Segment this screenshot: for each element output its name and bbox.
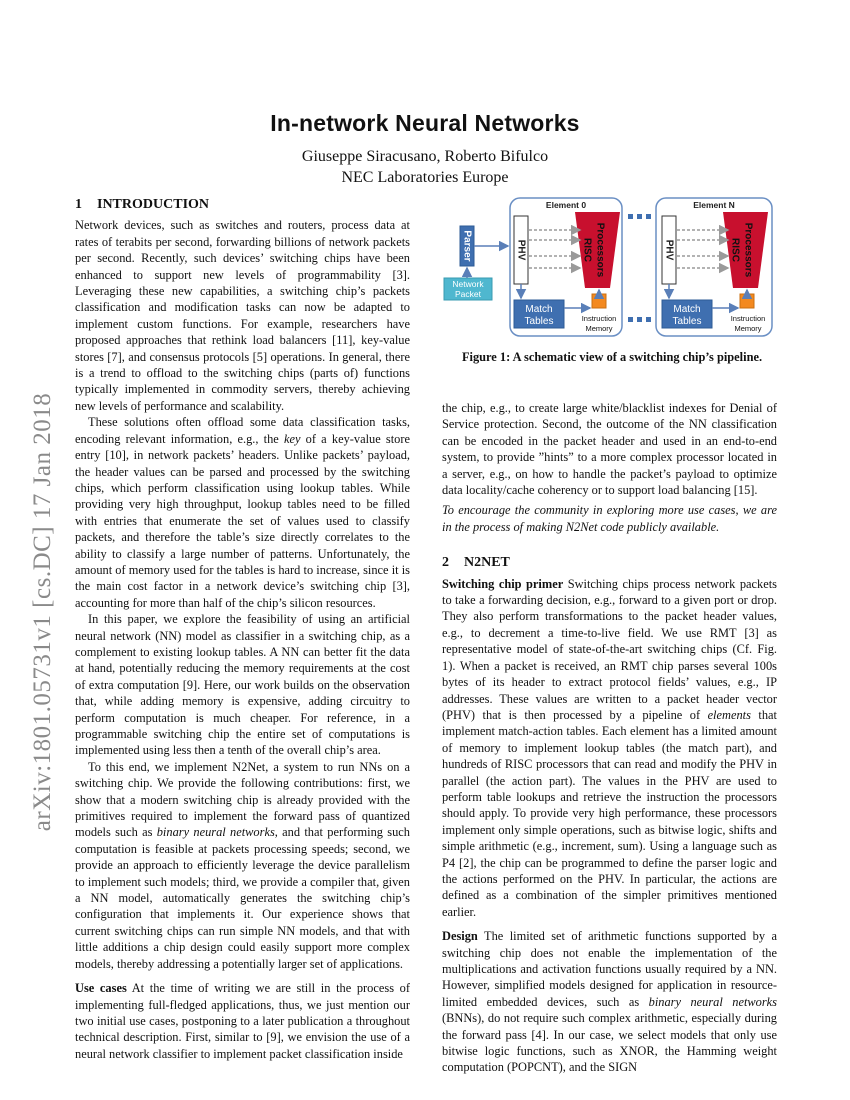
- right-paragraph-2: To encourage the community in exploring more use cases, we are in the process of making N2Net code publicly available.: [442, 503, 777, 534]
- switching-pipeline-diagram: [442, 190, 782, 340]
- paper-authors: Giuseppe Siracusano, Roberto Bifulco: [301, 148, 549, 165]
- element-n-phv-label: PHV: [663, 239, 675, 261]
- packet-label-line1: Network: [452, 279, 484, 289]
- section-2-heading: [442, 555, 777, 571]
- element-n-phv-arrows: [677, 230, 728, 268]
- design-lead: Design: [442, 929, 478, 944]
- paper-affiliation: NEC Laboratories Europe: [341, 169, 509, 186]
- section-1-number: 1: [75, 197, 82, 212]
- parser-label: Parser: [461, 230, 473, 262]
- element-0-instr-line1: Instruction: [581, 314, 617, 323]
- element-n-title: Element N: [693, 200, 735, 210]
- packet-label-line2: Packet: [455, 289, 481, 299]
- section-2-number: 2: [442, 555, 449, 571]
- element-0-instr-line2: Memory: [585, 324, 613, 333]
- element-0-title: Element 0: [545, 200, 587, 210]
- intro-paragraph-1: Network devices, such as switches and routers, process data at rates of terabits per second, forwarding billions of network packets per second. Recently, such devices’ switching chips have been enhanced to support new levels of programmability [3]. Leveraging these new capabilities, a switching chip’s packets classification and modification tasks can now be adapted to implement custom functions. For example, researchers have proposed approaches that rethink load balancers [11], key-value stores [7], and consensus protocols [5] operations. In general, there is a trend to offload to the switching chips (parts of) functions typically implemented in commodity servers, thereby achieving new levels of performance and scalability.: [75, 218, 410, 413]
- design-paragraph: Design The limited set of arithmetic functions supported by a switching chip does not enable the implementation of the multiplications and activation functions usually required by a NN. However, simplified models designed for application in resource-limited embedded devices, such as binary neural networks (BNNs), do not require such complex arithmetic, especially during the forward pass [4]. In our case, we select models that only use bitwise logic functions, such as XNOR, the Hamming weight computation (POPCNT), and the SIGN: [442, 929, 777, 1075]
- figure-1-caption: Figure 1: A schematic view of a switching chip’s pipeline.: [461, 350, 763, 364]
- element-n-match-line2: Tables: [672, 316, 702, 327]
- element-0-phv-label: PHV: [515, 239, 527, 261]
- element-0-risc-line1: RISC: [581, 238, 593, 262]
- right-paragraph-1: the chip, e.g., to create large white/blacklist indexes for Denial of Service protection. Second, the outcome of the NN classification can be encoded in the packet header and used in an end-to-end system, to provide ”hints” to a more complex processor located in a server, e.g., on how to handle the packet’s payload to optimize data locality/cache coherency or to support load balancing [15].: [442, 401, 777, 498]
- element-0-match-line2: Tables: [524, 316, 554, 327]
- element-n-risc-line2: Processors: [742, 222, 754, 278]
- intro-paragraph-3: In this paper, we explore the feasibility of using an artificial neural network (NN) model as classifier in a switching chip, as a complement to existing lookup tables. A NN can better fit the data at hand, potentially reducing the memory requirements at the cost of extra computation [9]. Here, our work builds on the observation that, while adding memory is expensive, adding circuitry to perform computation is much cheaper. For reference, in a programmable switching chip the entire set of computations is implemented using less then a tenth of the overall chip’s area.: [75, 612, 410, 758]
- left-column: [75, 197, 410, 1062]
- element-0-phv-arrows: [529, 230, 580, 268]
- pipeline-ellipsis-top: [628, 214, 651, 219]
- intro-paragraph-2: These solutions often offload some data classification tasks, encoding relevant information, e.g., the key of a key-value store entry [10], in network packets’ headers. Unlike packets’ payload, the header values can be parsed and processed by the switching chips, which perform classification using lookup tables. While providing very high throughput, lookup tables need to be filled with entries that enumerate the set of values used to classify packets, and therefore the table’s size directly correlates to the ability to classify a large number of patterns. Unfortunately, the amount of memory used for the tables is hard to increase, since it is the main cost factor in a network device’s switching chip [3], accounting for more than half of the chip’s silicon resources.: [75, 415, 410, 610]
- element-n-instr-line1: Instruction: [730, 314, 766, 323]
- arxiv-stamp: arXiv:1801.05731v1 [cs.DC] 17 Jan 2018: [29, 392, 56, 832]
- element-n-match-line1: Match: [673, 304, 701, 315]
- element-0-risc-line2: Processors: [594, 222, 606, 278]
- intro-paragraph-4: To this end, we implement N2Net, a system to run NNs on a switching chip. We provide the following contributions: first, we show that a modern switching chip is already provided with the primitives required to implement the forward pass of quantized models such as binary neural networks, and that performing such computation is feasible at packets processing speeds; second, we provide an approach to efficiently leverage the device parallelism to implement such models; third, we provide a compiler that, given a NN model, automatically generates the switching chip’s configuration that implements it. Our experience shows that current switching chips can run simple NN models, and that with little additions a chip design could easily support more complex models, thereby addressing a potentially larger set of applications.: [75, 759, 410, 971]
- paper-title: In-network Neural Networks: [270, 110, 580, 136]
- section-2-title: N2NET: [464, 555, 510, 571]
- element-n-instruction-memory-box: [740, 294, 754, 308]
- section-1-heading: [75, 197, 410, 213]
- pipeline-ellipsis-bottom: [628, 317, 651, 322]
- right-column: [442, 400, 777, 1076]
- element-n-instr-line2: Memory: [734, 324, 762, 333]
- use-cases-paragraph: Use cases At the time of writing we are still in the process of implementing full-fledged applications, thus, we just mention our two initial use cases, postponing to a later publication a throughout technical description. First, similar to [9], we envision the use of a neural network classifier to implement packet classification inside: [75, 981, 410, 1061]
- section-1-title: INTRODUCTION: [97, 197, 210, 212]
- primer-paragraph: Switching chip primer Switching chips process network packets to take a forwarding decision, e.g., forward to a given port or drop. They also perform transformations to the packet header values, e.g., to decrement a time-to-live field. We use RMT [3] as representative model of state-of-the-art switching chips (Cf. Fig. 1). When a packet is received, an RMT chip parses several 100s bytes of its header to extract protocol fields’ values, e.g., IP addresses. These values are written to a packet header vector (PHV) that is then processed by a pipeline of elements that implement match-action tables. Each element has a limited amount of memory to implement lookup tables (the match part), and hundreds of RISC processors that can read and modify the PHV in parallel (the action part). The values in the PHV are used to perform table lookups and retrieve the instruction the processors should apply. To provide very high performance, these processors implement only simple operations, such as bitwise logic, shifts and simple arithmetic (e.g., increment, sum). Using a language such as P4 [2], the chip can be programmed to define the parser logic and the actions performed on the PHV. In particular, the actions are defined as a combination of the simpler primitives mentioned earlier.: [442, 576, 778, 919]
- use-cases-lead: Use cases: [75, 981, 127, 996]
- element-0-match-line1: Match: [525, 304, 553, 315]
- element-n-risc-line1: RISC: [729, 238, 741, 262]
- primer-lead: Switching chip primer: [442, 576, 564, 591]
- element-0-instruction-memory-box: [592, 294, 606, 308]
- figure-1: [442, 190, 782, 340]
